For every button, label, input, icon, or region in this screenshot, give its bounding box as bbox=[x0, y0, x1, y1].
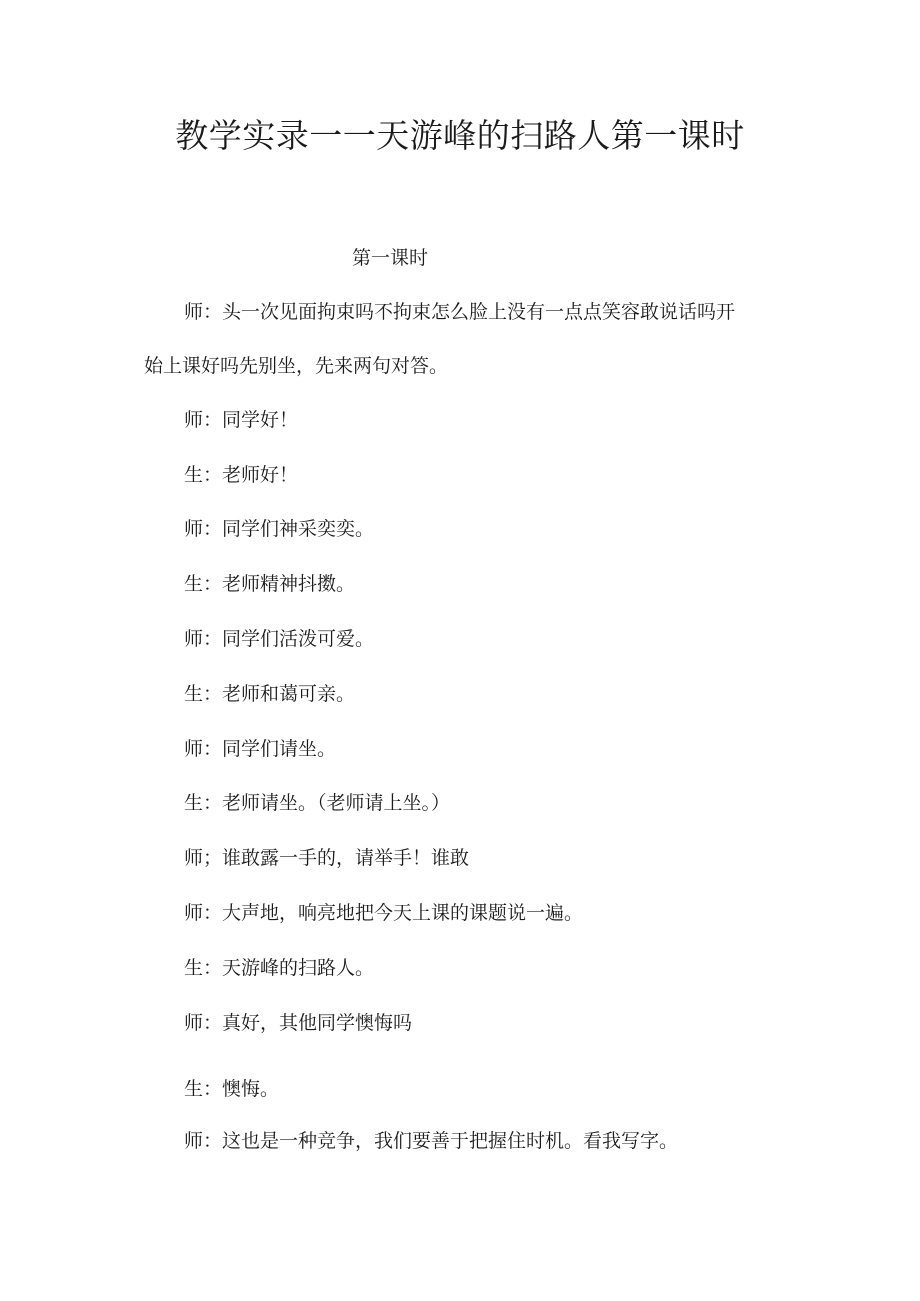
paragraph: 师：同学们活泼可爱。 bbox=[184, 628, 375, 650]
paragraph: 生：老师精神抖擞。 bbox=[184, 573, 356, 595]
paragraph: 师：同学们神采奕奕。 bbox=[184, 518, 375, 540]
paragraph: 师：这也是一种竞争，我们要善于把握住时机。看我写字。 bbox=[184, 1130, 679, 1152]
paragraph: 生：老师请坐。（老师请上坐。） bbox=[184, 792, 451, 814]
paragraph: 生：老师和蔼可亲。 bbox=[184, 683, 356, 705]
paragraph: 师：头一次见面拘束吗不拘束怎么脸上没有一点点笑容敢说话吗开 bbox=[184, 301, 736, 323]
paragraph: 师：大声地，响亮地把今天上课的课题说一遍。 bbox=[184, 902, 584, 924]
paragraph: 生：老师好！ bbox=[184, 464, 299, 486]
document-title: 教学实录一一天游峰的扫路人第一课时 bbox=[175, 116, 745, 155]
paragraph: 生：懊悔。 bbox=[184, 1078, 280, 1100]
paragraph: 师：同学们请坐。 bbox=[184, 738, 337, 760]
paragraph: 师：同学好！ bbox=[184, 409, 299, 431]
section-subtitle: 第一课时 bbox=[352, 247, 429, 269]
paragraph: 师：真好，其他同学懊悔吗 bbox=[184, 1012, 413, 1034]
paragraph: 师；谁敢露一手的，请举手！谁敢 bbox=[184, 847, 470, 869]
paragraph: 生：天游峰的扫路人。 bbox=[184, 957, 375, 979]
paragraph: 始上课好吗先别坐，先来两句对答。 bbox=[144, 355, 449, 377]
